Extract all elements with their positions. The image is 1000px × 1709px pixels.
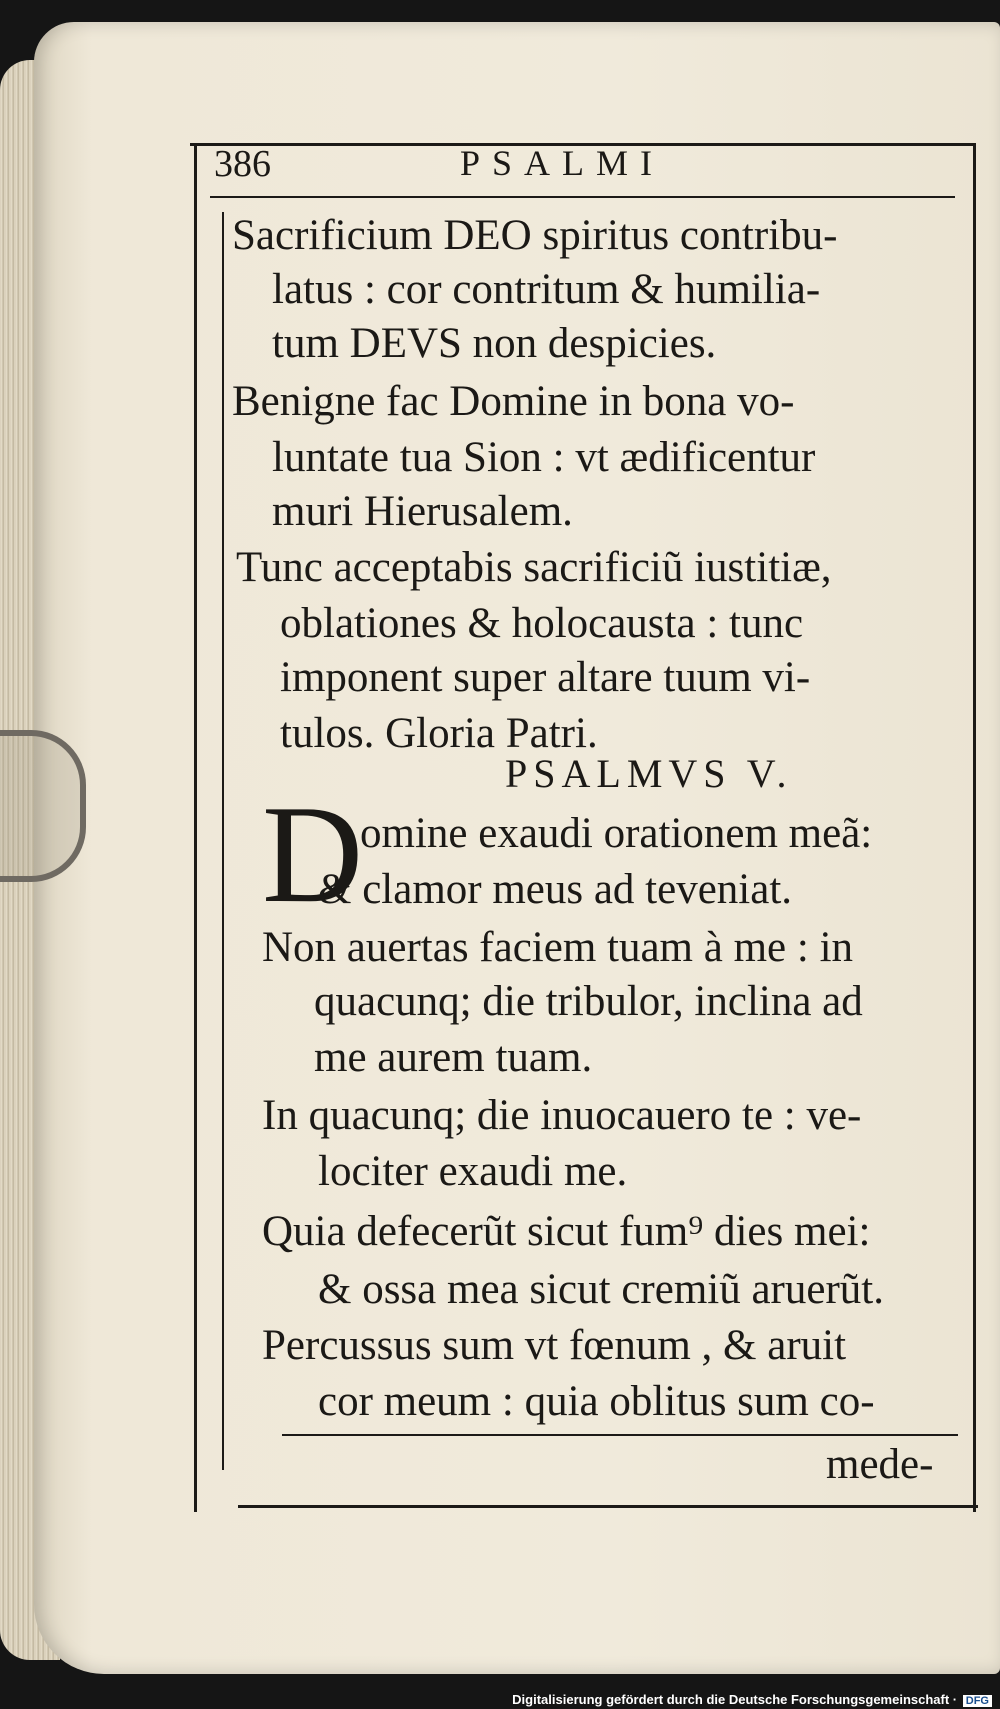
text-line: Percussus sum vt fœnum , & aruit	[262, 1322, 847, 1369]
text-line: In quacunq; die inuocauero te : ve-	[262, 1092, 862, 1139]
text-line: Tunc acceptabis sacrificiũ iustitiæ,	[236, 544, 832, 591]
book-clasp	[0, 730, 86, 882]
credit-text: Digitalisierung gefördert durch die Deutsche Forschungsgemeinschaft ·	[512, 1692, 958, 1707]
inner-margin-rule	[222, 212, 224, 1470]
page-number: 386	[214, 143, 271, 185]
text-line: me aurem tuam.	[314, 1034, 593, 1081]
text-line: Benigne fac Domine in bona vo-	[232, 378, 795, 425]
text-line: luntate tua Sion : vt ædificentur	[272, 434, 816, 481]
text-line: Quia defecerũt sicut fum⁹ dies mei:	[262, 1208, 871, 1255]
text-line: omine exaudi orationem meã:	[360, 810, 873, 857]
text-line: Sacrificium DEO spiritus contribu-	[232, 212, 838, 259]
footer-rule	[282, 1434, 958, 1436]
text-line: muri Hierusalem.	[272, 488, 573, 535]
text-line: tulos. Gloria Patri.	[280, 710, 598, 757]
header-rule	[210, 196, 955, 198]
digitization-credit	[512, 1692, 992, 1707]
psalm-title: PSALMVS V.	[505, 751, 793, 796]
text-line: oblationes & holocausta : tunc	[280, 600, 804, 647]
text-line: tum DEVS non despicies.	[272, 320, 717, 367]
text-line: & ossa mea sicut cremiũ aruerũt.	[318, 1266, 884, 1313]
text-line: imponent super altare tuum vi-	[280, 654, 811, 701]
catchword: mede-	[826, 1441, 934, 1488]
text-line: quacunq; die tribulor, inclina ad	[314, 978, 863, 1025]
drop-cap: D	[262, 777, 364, 932]
text-line: Non auertas faciem tuam à me : in	[262, 924, 854, 971]
text-line: lociter exaudi me.	[318, 1148, 628, 1195]
frame-bottom-rule	[238, 1505, 978, 1508]
text-line: & clamor meus ad teveniat.	[318, 866, 793, 913]
text-line: latus : cor contritum & humilia-	[272, 266, 821, 313]
text-line: cor meum : quia oblitus sum co-	[318, 1378, 875, 1425]
dfg-logo: DFG	[963, 1695, 992, 1707]
running-head: PSALMI	[460, 143, 665, 183]
